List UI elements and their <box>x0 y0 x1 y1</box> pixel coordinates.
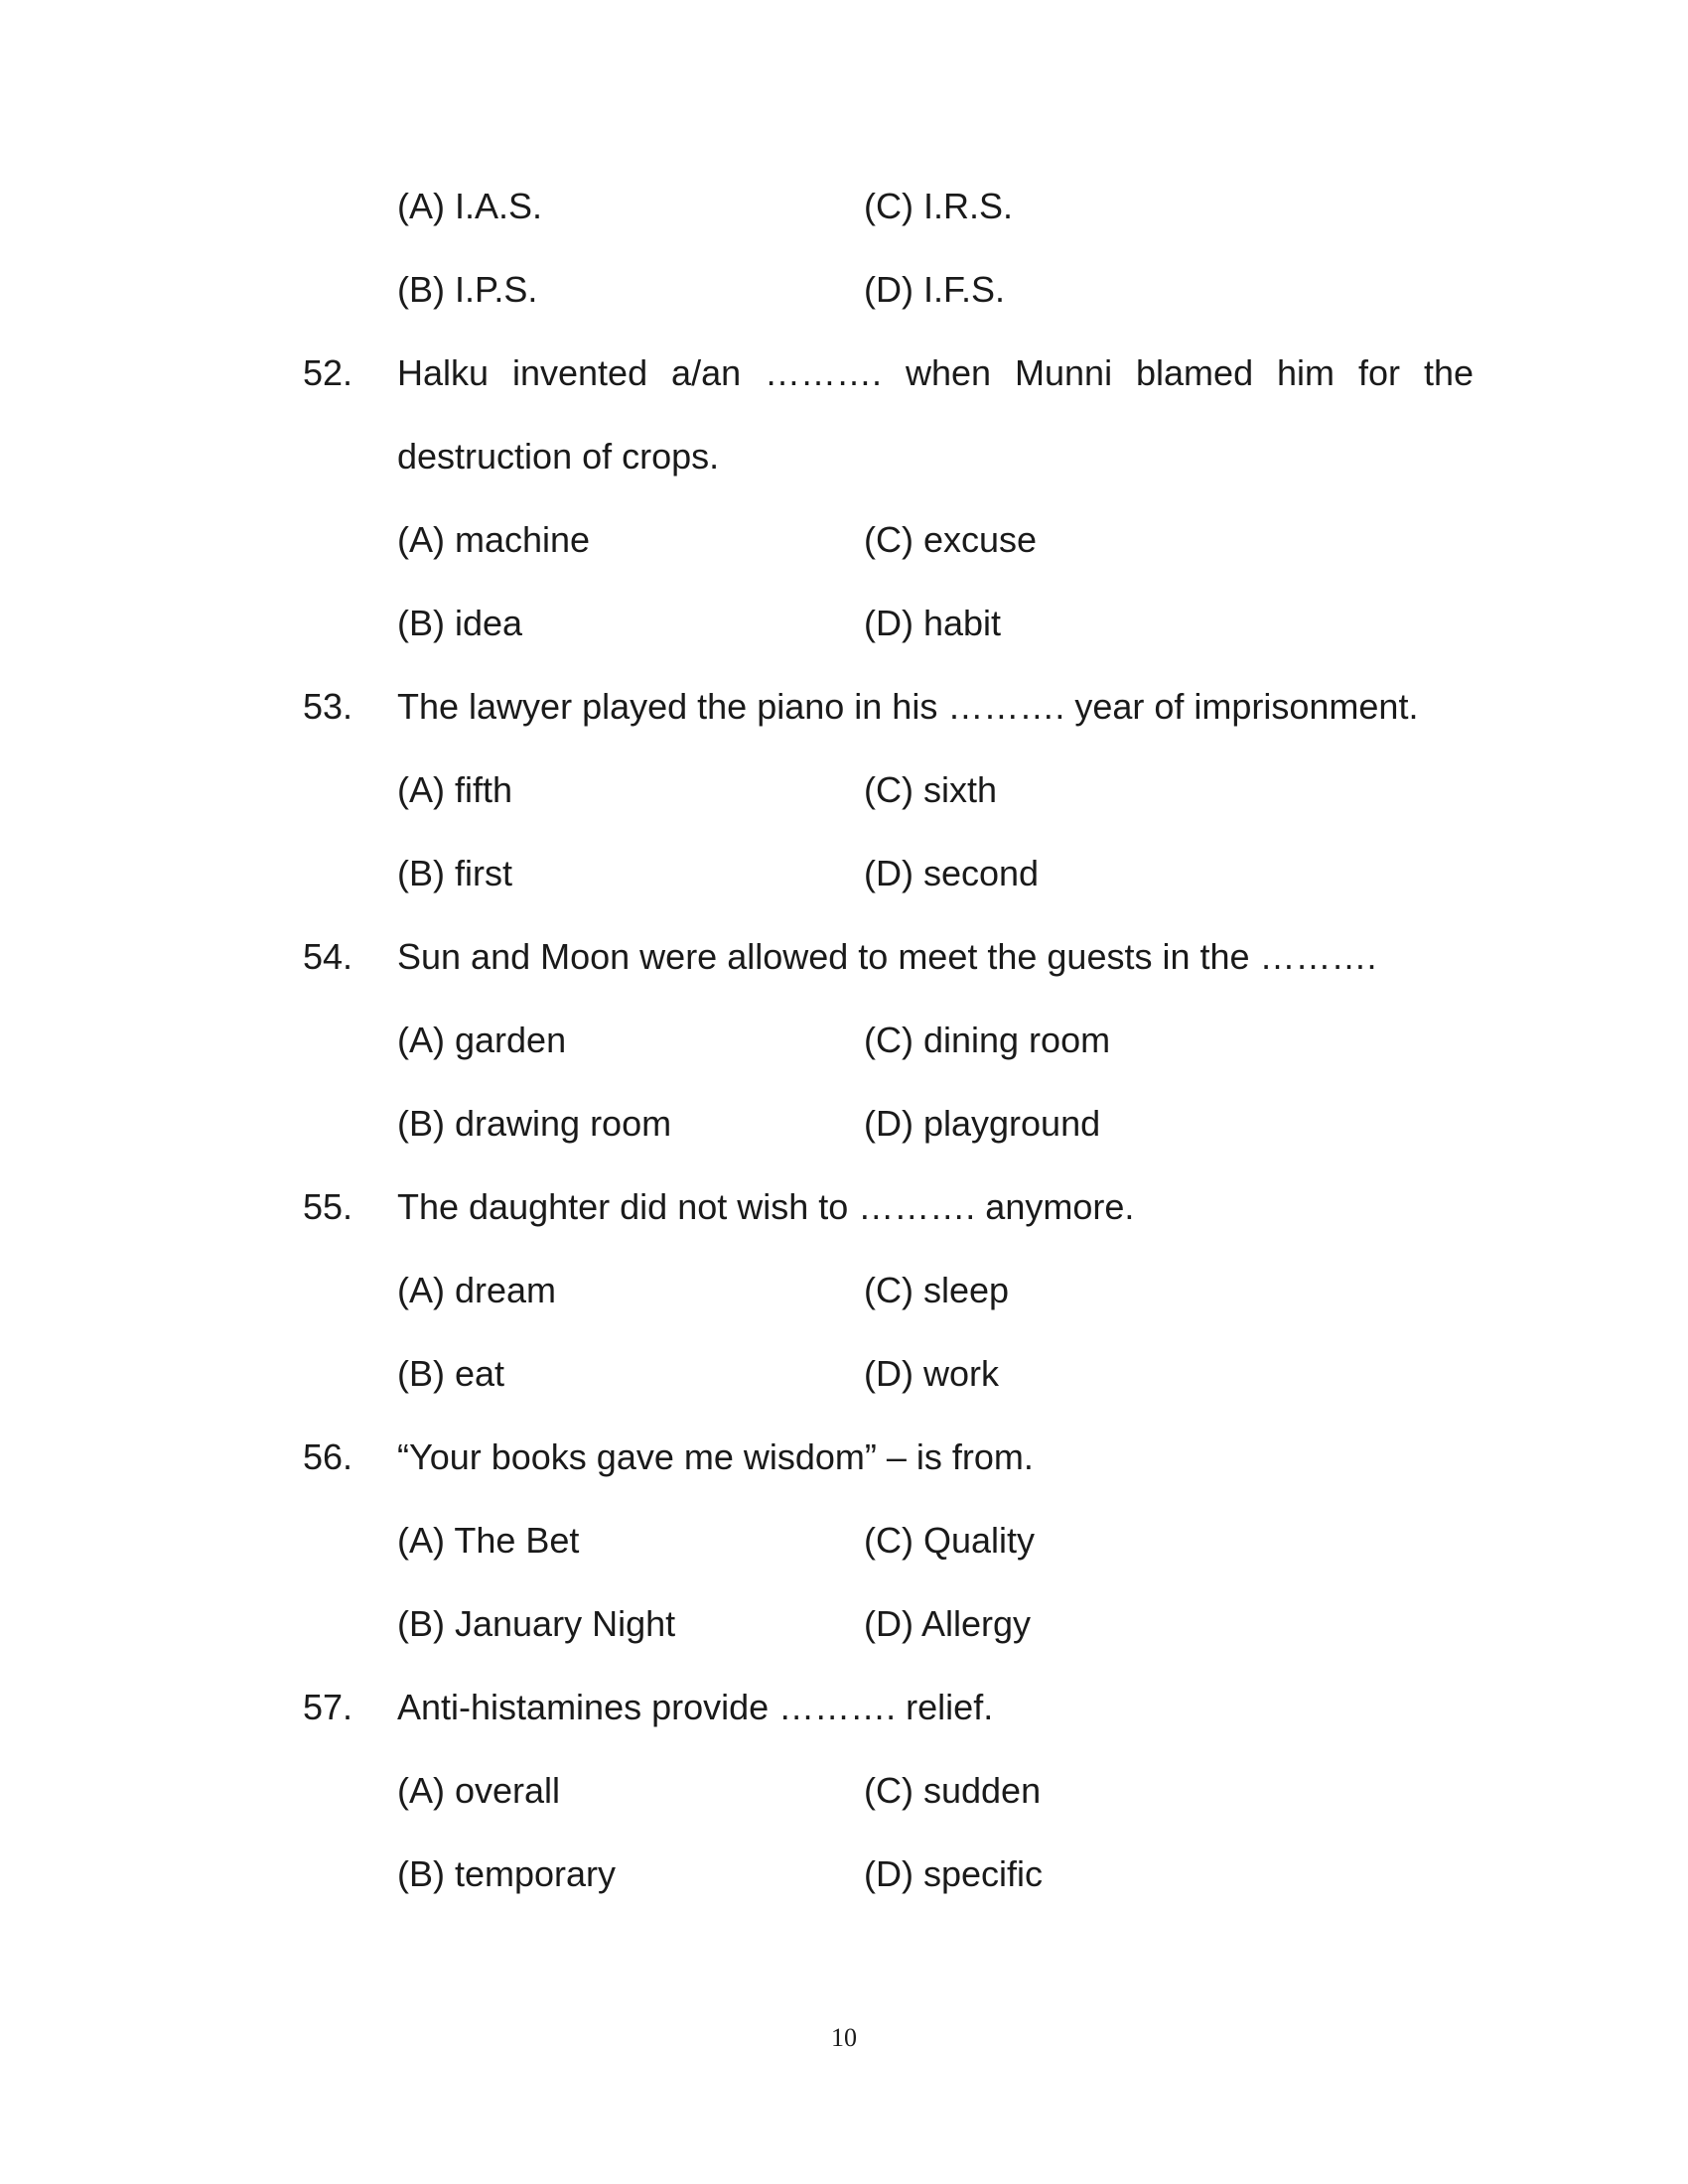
option-d: (D) Allergy <box>864 1603 1032 1644</box>
page-number: 10 <box>831 2023 857 2052</box>
option-c: (C) sleep <box>864 1270 1010 1310</box>
question-number: 52. <box>303 352 353 393</box>
option-c: (C) dining room <box>864 1020 1111 1060</box>
option-a: (A) fifth <box>397 769 513 810</box>
option-b: (B) first <box>397 853 512 893</box>
option-d: (D) playground <box>864 1103 1101 1144</box>
option-c: (C) sixth <box>864 769 997 810</box>
option-a: (A) machine <box>397 519 591 560</box>
question-number: 53. <box>303 686 353 727</box>
option-b: (B) idea <box>397 603 523 643</box>
option-c: (C) sudden <box>864 1770 1042 1811</box>
option-a: (A) I.A.S. <box>397 186 543 226</box>
question-number: 57. <box>303 1687 353 1727</box>
option-d: (D) specific <box>864 1853 1044 1894</box>
option-c: (C) excuse <box>864 519 1038 560</box>
question-text: Halku invented a/an ………. when Munni blamed him for the <box>397 352 1474 393</box>
option-b: (B) drawing room <box>397 1103 672 1144</box>
option-a: (A) dream <box>397 1270 557 1310</box>
option-a: (A) overall <box>397 1770 561 1811</box>
question-text: The daughter did not wish to ………. anymore. <box>397 1186 1135 1227</box>
question-number: 55. <box>303 1186 353 1227</box>
option-b: (B) temporary <box>397 1853 617 1894</box>
option-d: (D) I.F.S. <box>864 269 1005 310</box>
option-a: (A) garden <box>397 1020 567 1060</box>
question-text: Sun and Moon were allowed to meet the guests in the ………. <box>397 936 1377 977</box>
option-d: (D) habit <box>864 603 1002 643</box>
option-c: (C) I.R.S. <box>864 186 1013 226</box>
option-b: (B) January Night <box>397 1603 676 1644</box>
question-text: Anti-histamines provide ………. relief. <box>397 1687 994 1727</box>
question-text: “Your books gave me wisdom” – is from. <box>397 1436 1034 1477</box>
question-text: The lawyer played the piano in his ………. year of imprisonment. <box>397 686 1419 727</box>
question-number: 54. <box>303 936 353 977</box>
question-number: 56. <box>303 1436 353 1477</box>
option-d: (D) work <box>864 1353 999 1394</box>
option-c: (C) Quality <box>864 1520 1036 1561</box>
question-text-continued: destruction of crops. <box>397 436 720 477</box>
option-a: (A) The Bet <box>397 1520 580 1561</box>
option-d: (D) second <box>864 853 1040 893</box>
option-b: (B) I.P.S. <box>397 269 538 310</box>
option-b: (B) eat <box>397 1353 505 1394</box>
